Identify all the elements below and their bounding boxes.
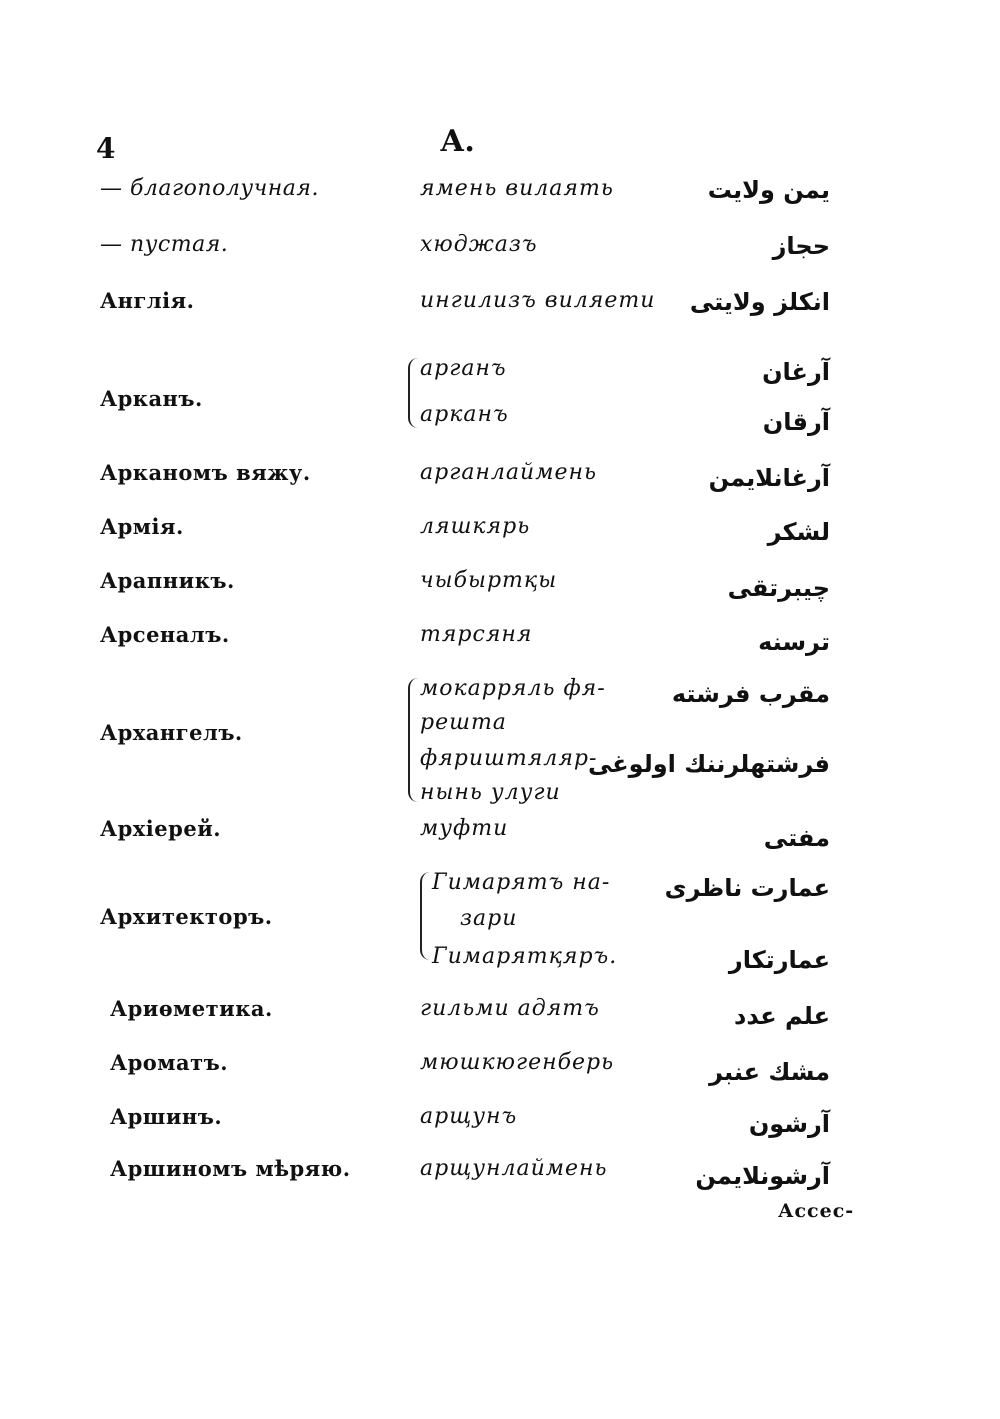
entry-arabic-script: مقرب فرشته <box>671 680 830 708</box>
catchword: Ассес- <box>778 1200 855 1222</box>
transliteration-line: арганлаймень <box>420 460 597 485</box>
transliteration-line: арщунлаймень <box>420 1156 608 1181</box>
brace <box>420 872 430 960</box>
transliteration-line: ляшкярь <box>420 514 531 539</box>
transliteration-line: нынь улуги <box>420 780 561 805</box>
entry-russian: — пустая. <box>100 232 229 257</box>
entry-russian: Англія. <box>100 288 195 313</box>
entry-russian: Аршиномъ мѣряю. <box>110 1156 351 1181</box>
transliteration-line: мюшкюгенберь <box>420 1050 615 1075</box>
brace <box>408 678 418 802</box>
transliteration-line: Гимарятъ на- <box>432 870 611 895</box>
entry-arabic-script: عمارت ناظرى <box>664 874 830 902</box>
entry-arabic-script: آرقان <box>762 408 830 436</box>
entry-arabic-script: يمن ولايت <box>707 176 830 204</box>
transliteration-line: Гимарятқяръ. <box>432 944 618 969</box>
transliteration-line: арканъ <box>420 402 509 427</box>
transliteration-line: арщунъ <box>420 1104 518 1129</box>
transliteration-line: арганъ <box>420 356 507 381</box>
brace <box>408 358 418 428</box>
entry-arabic-script: لشكر <box>767 518 830 546</box>
entry-arabic-script: مشك عنبر <box>709 1058 830 1086</box>
entry-russian: Армія. <box>100 514 184 539</box>
transliteration-line: ингилизъ виляети <box>420 288 656 313</box>
transliteration-line: решта <box>420 710 507 735</box>
entry-russian: Ариѳметика. <box>110 996 273 1021</box>
entry-russian: — благополучная. <box>100 176 319 201</box>
entry-russian: Аршинъ. <box>110 1104 223 1129</box>
entry-russian: Ароматъ. <box>110 1050 229 1075</box>
transliteration-line: чыбыртқы <box>420 568 558 593</box>
entry-arabic-script: عمارتكار <box>728 946 830 974</box>
entry-arabic-script: ترسنه <box>758 628 830 656</box>
transliteration-line: хюджазъ <box>420 232 538 257</box>
entry-arabic-script: حجاز <box>772 232 830 260</box>
entry-russian: Арканомъ вяжу. <box>100 460 311 485</box>
entry-arabic-script: آرشونلايمن <box>695 1162 830 1190</box>
entry-arabic-script: علم عدد <box>734 1002 830 1030</box>
entry-russian: Арсеналъ. <box>100 622 230 647</box>
entry-arabic-script: فرشتهلرننك اولوغى <box>587 750 830 778</box>
transliteration-line: ямень вилаять <box>420 176 614 201</box>
entry-arabic-script: انكلز ولايتى <box>689 288 830 316</box>
entry-arabic-script: آرغانلايمن <box>708 464 830 492</box>
entry-russian: Архіерей. <box>100 816 222 841</box>
entry-russian: Арапникъ. <box>100 568 235 593</box>
page-letter-heading: А. <box>440 124 475 159</box>
entry-russian: Арканъ. <box>100 386 203 411</box>
page-number: 4 <box>96 132 116 165</box>
entry-russian: Архангелъ. <box>100 720 243 745</box>
transliteration-line: мокарряль фя- <box>420 676 606 701</box>
entry-arabic-script: چيبرتقى <box>727 574 830 602</box>
transliteration-line: фяриштяляр- <box>420 746 598 771</box>
transliteration-line: тярсяня <box>420 622 533 647</box>
entry-arabic-script: آرشون <box>748 1110 830 1138</box>
transliteration-line: гильми адятъ <box>420 996 600 1021</box>
transliteration-line: муфти <box>420 816 509 841</box>
transliteration-line: зари <box>460 906 518 931</box>
entry-arabic-script: مفتى <box>763 824 830 852</box>
entry-arabic-script: آرغان <box>762 358 830 386</box>
entry-russian: Архитекторъ. <box>100 904 273 929</box>
